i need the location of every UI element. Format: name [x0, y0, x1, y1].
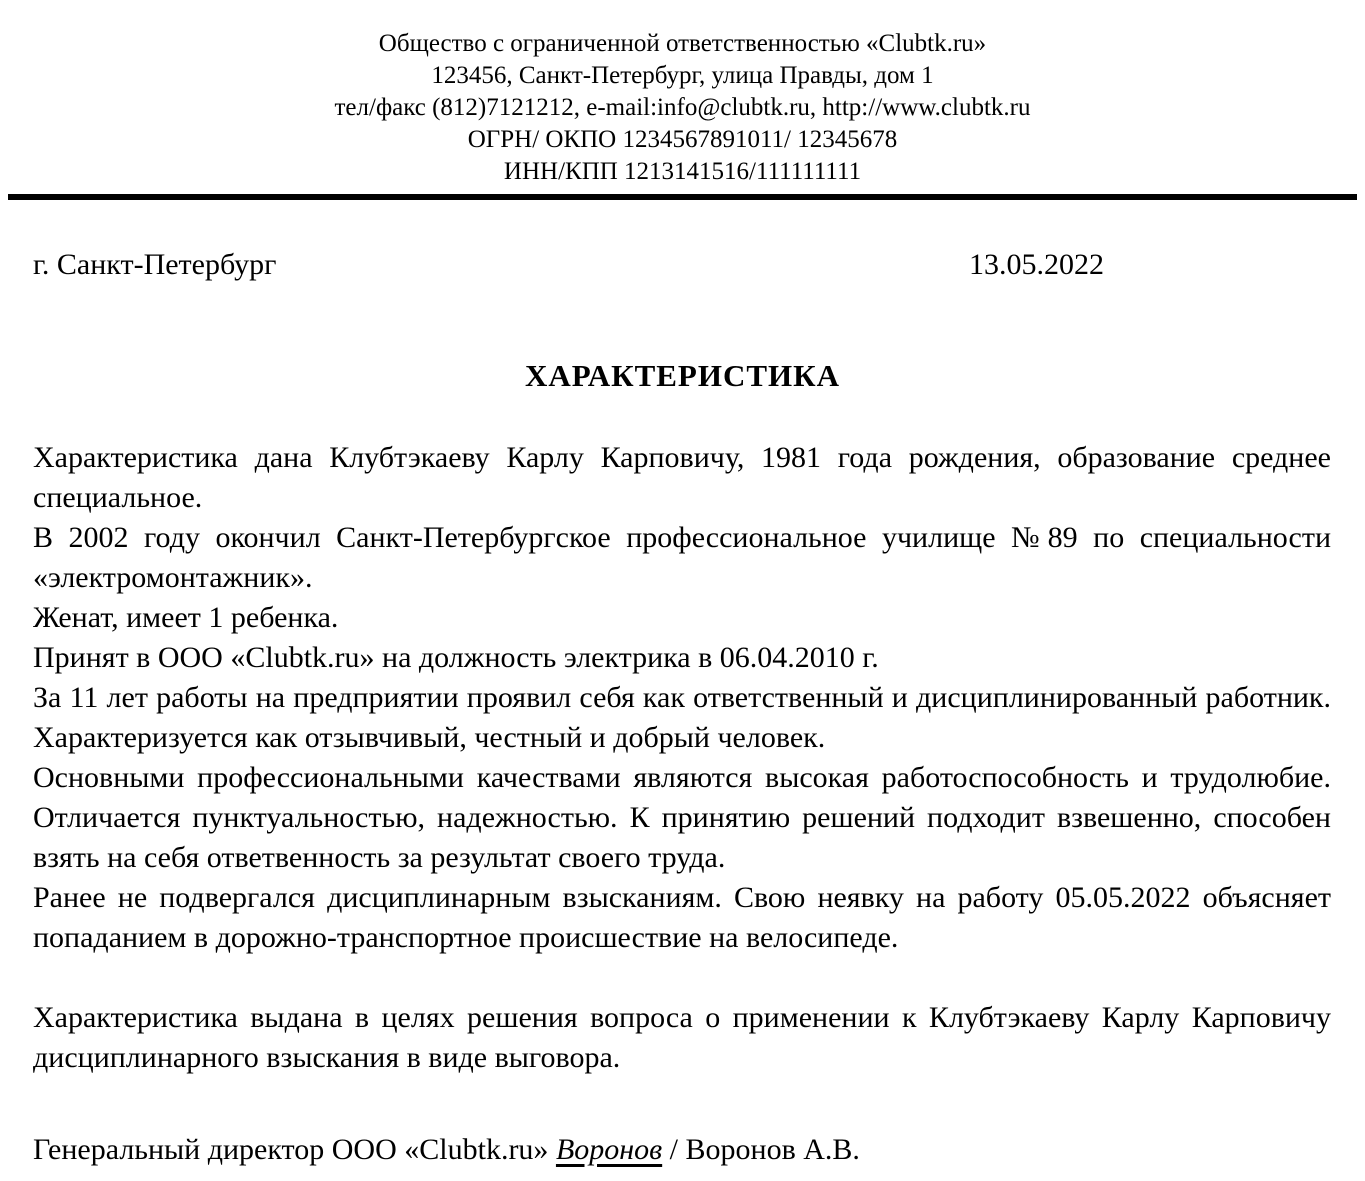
paragraph-purpose: Характеристика выдана в целях решения вопроса о применении к Клубтэкаеву Карлу Карповичу дисциплинарного взыскания в виде выговора.: [33, 1001, 1331, 1074]
document-title: ХАРАКТЕРИСТИКА: [524, 358, 841, 393]
blank-line: [33, 958, 1331, 998]
org-address: 123456, Санкт-Петербург, улица Правды, дом 1: [431, 62, 934, 89]
meta-row: [33, 248, 1332, 282]
org-inn-kpp: ИНН/КПП 1213141516/111111111: [503, 158, 862, 185]
document-city: г. Санкт-Петербург: [33, 248, 277, 281]
paragraph-qualities: Основными профессиональными качествами являются высокая работоспособность и трудолюбие. Отличается пунктуальностью, надежностью. К принятию решений подходит взвешенно, способен взять на себя ответвенность за результат своего труда.: [33, 761, 1331, 874]
paragraph-education: В 2002 году окончил Санкт-Петербургское профессиональное училище №89 по специальности «электромонтажник».: [33, 521, 1331, 594]
signature-row: [33, 1130, 1332, 1170]
paragraph-discipline: Ранее не подвергался дисциплинарным взысканиям. Свою неявку на работу 05.05.2022 объясняет попаданием в дорожно-транспортное происшествие на велосипеде.: [33, 881, 1331, 954]
document-body: [33, 438, 1331, 1078]
org-name: Общество с ограниченной ответственностью «Clubtk.ru»: [378, 30, 987, 57]
signature-handwritten: Воронов: [555, 1133, 663, 1166]
paragraph-work-record: За 11 лет работы на предприятии проявил себя как ответственный и дисциплинированный работник. Характеризуется как отзывчивый, честный и добрый человек.: [33, 681, 1331, 754]
org-contacts: тел/факс (812)7121212, e-mail:info@clubtk.ru, http://www.clubtk.ru: [334, 94, 1031, 121]
paragraph-family: Женат, имеет 1 ребенка.: [33, 601, 339, 634]
letterhead: [0, 0, 1365, 188]
signature-full-name: / Воронов А.В.: [669, 1133, 860, 1166]
signature-position: Генеральный директор ООО «Clubtk.ru»: [33, 1133, 556, 1166]
paragraph-intro: Характеристика дана Клубтэкаеву Карлу Карповичу, 1981 года рождения, образование среднее специальное.: [33, 441, 1331, 514]
letterhead-divider: [8, 194, 1357, 200]
paragraph-hired: Принят в ООО «Clubtk.ru» на должность электрика в 06.04.2010 г.: [33, 641, 879, 674]
document-date: 13.05.2022: [969, 248, 1104, 281]
org-ogrn-okpo: ОГРН/ ОКПО 1234567891011/ 12345678: [467, 126, 898, 153]
